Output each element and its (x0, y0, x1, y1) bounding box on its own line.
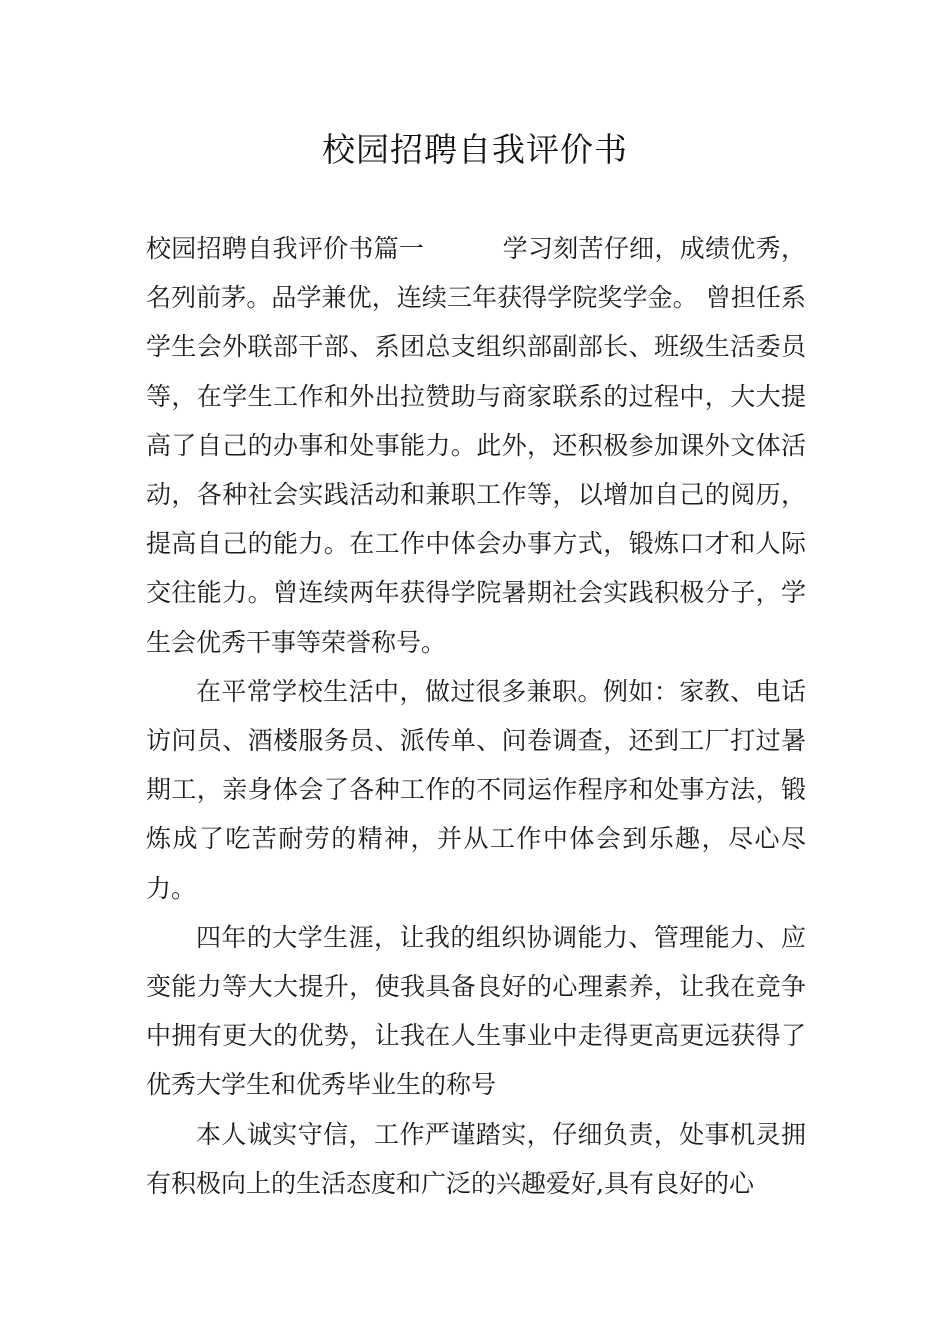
section-heading: 校园招聘自我评价书篇一 (146, 234, 425, 263)
paragraph-1 (146, 224, 806, 667)
document-title: 校园招聘自我评价书 (322, 130, 628, 169)
paragraph-1-text: 学习刻苦仔细，成绩优秀，名列前茅。品学兼优，连续三年获得学院奖学金。 曾担任系学生会外联部干部、系团总支组织部副部长、班级生活委员等，在学生工作和外出拉赞助与商家联系的过程中，大大提高了自己的办事和处事能力。此外，还积极参加课外文体活动，各种社会实践活动和兼职工作等，以增加自己的阅历，提高自己的能力。在工作中体会办事方式，锻炼口才和人际交往能力。曾连续两年获得学院暑期社会实践积极分子，学生会优秀干事等荣誉称号。 (146, 234, 806, 657)
paragraph-4: 本人诚实守信，工作严谨踏实，仔细负责，处事机灵拥有积极向上的生活态度和广泛的兴趣爱好,具有良好的心 (146, 1119, 806, 1198)
document-body (146, 224, 806, 1208)
paragraph-3: 四年的大学生涯，让我的组织协调能力、管理能力、应变能力等大大提升，使我具备良好的心理素养，让我在竞争中拥有更大的优势，让我在人生事业中走得更高更远获得了优秀大学生和优秀毕业生的称号 (146, 922, 806, 1100)
paragraph-2: 在平常学校生活中，做过很多兼职。例如：家教、电话访问员、酒楼服务员、派传单、问卷调查，还到工厂打过暑期工，亲身体会了各种工作的不同运作程序和处事方法，锻炼成了吃苦耐劳的精神，并从工作中体会到乐趣，尽心尽力。 (146, 676, 806, 903)
